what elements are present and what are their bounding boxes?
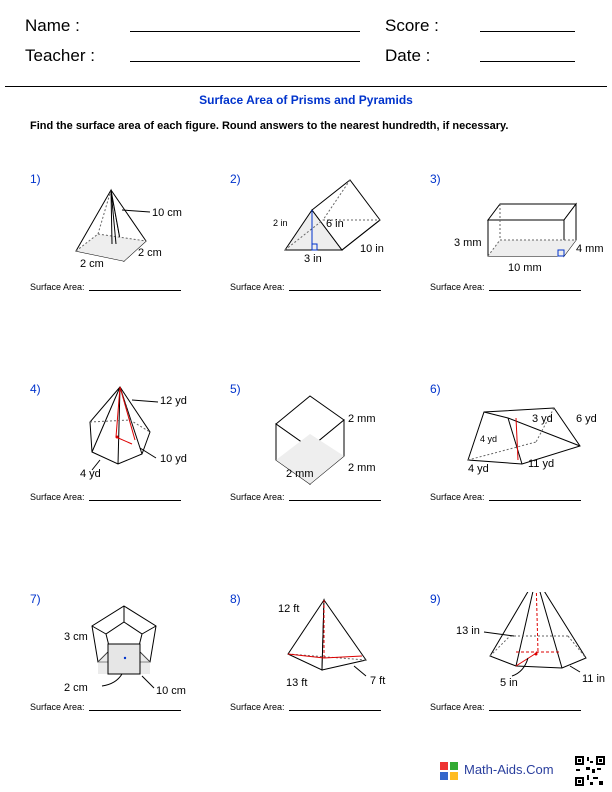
triangular-pyramid-figure: [230, 592, 420, 702]
rectangular-prism-figure: [430, 172, 612, 282]
answer-row: [230, 492, 381, 502]
dimension-label: 2 cm: [138, 247, 162, 259]
dimension-label: 2 mm: [348, 462, 376, 474]
dimension-label: 4 yd: [468, 463, 489, 475]
problem-number: 4): [30, 382, 41, 396]
dimension-label: 13 ft: [286, 677, 308, 689]
dimension-label: 6 yd: [576, 413, 597, 425]
problem-number: 2): [230, 172, 241, 186]
dimension-label: 10 cm: [156, 685, 186, 697]
answer-label: Surface Area:: [430, 702, 485, 712]
pentagonal-pyramid-figure: [30, 382, 220, 492]
answer-label: Surface Area:: [30, 282, 85, 292]
dimension-label: 3 yd: [532, 413, 553, 425]
answer-row: [30, 282, 181, 292]
problem-3: [430, 172, 612, 322]
score-field[interactable]: [480, 31, 575, 32]
problem-number: 1): [30, 172, 41, 186]
teacher-field[interactable]: [130, 61, 360, 62]
answer-row: [230, 702, 381, 712]
answer-label: Surface Area:: [30, 492, 85, 502]
answer-label: Surface Area:: [430, 282, 485, 292]
answer-field[interactable]: [489, 290, 581, 291]
answer-row: [30, 702, 181, 712]
problem-8: [230, 592, 420, 742]
answer-field[interactable]: [289, 500, 381, 501]
answer-label: Surface Area:: [230, 702, 285, 712]
calculator-icon: [440, 762, 458, 780]
answer-row: [230, 282, 381, 292]
problem-9: [430, 592, 612, 742]
problem-number: 8): [230, 592, 241, 606]
dimension-label: 2 in: [273, 218, 288, 228]
dimension-label: 13 in: [456, 625, 480, 637]
dimension-label: 5 in: [500, 677, 518, 689]
dimension-label: 7 ft: [370, 675, 386, 687]
dimension-label: 11 yd: [528, 458, 555, 470]
cube-figure: [230, 382, 420, 492]
trapezoidal-prism-figure: [430, 382, 612, 492]
dimension-label: 3 mm: [454, 237, 482, 249]
answer-label: Surface Area:: [30, 702, 85, 712]
worksheet-title: Surface Area of Prisms and Pyramids: [199, 93, 413, 107]
dimension-label: 4 yd: [80, 468, 101, 480]
header-divider: [5, 86, 607, 87]
problem-number: 5): [230, 382, 241, 396]
date-label: Date :: [385, 46, 431, 65]
answer-label: Surface Area:: [430, 492, 485, 502]
problem-5: [230, 382, 420, 532]
score-label: Score :: [385, 16, 439, 35]
dimension-label: 6 in: [326, 218, 344, 230]
square-pyramid-figure: [30, 172, 220, 282]
answer-field[interactable]: [89, 290, 181, 291]
name-field[interactable]: [130, 31, 360, 32]
answer-field[interactable]: [289, 710, 381, 711]
answer-field[interactable]: [489, 500, 581, 501]
dimension-label: 2 mm: [348, 413, 376, 425]
dimension-label: 2 cm: [80, 258, 104, 270]
answer-row: [430, 282, 581, 292]
pentagonal-prism-figure: [30, 592, 220, 702]
answer-label: Surface Area:: [230, 282, 285, 292]
problem-1: [30, 172, 220, 322]
problem-4: [30, 382, 220, 532]
site-link[interactable]: Math-Aids.Com: [464, 762, 554, 777]
dimension-label: 10 yd: [160, 453, 187, 465]
dimension-label: 3 in: [304, 253, 322, 265]
dimension-label: 11 in: [582, 673, 606, 685]
dimension-label: 4 yd: [480, 434, 498, 444]
answer-row: [430, 702, 581, 712]
problem-7: [30, 592, 220, 742]
dimension-label: 10 in: [360, 243, 384, 255]
dimension-label: 12 yd: [160, 395, 187, 407]
hexagonal-pyramid-figure: [430, 592, 612, 702]
answer-row: [430, 492, 581, 502]
qr-code-icon: [574, 755, 606, 787]
triangular-prism-figure: [230, 172, 420, 282]
problem-2: [230, 172, 420, 322]
problem-number: 9): [430, 592, 441, 606]
dimension-label: 2 cm: [64, 682, 88, 694]
problem-number: 7): [30, 592, 41, 606]
dimension-label: 4 mm: [576, 243, 604, 255]
dimension-label: 2 mm: [286, 468, 314, 480]
problem-number: 6): [430, 382, 441, 396]
answer-field[interactable]: [289, 290, 381, 291]
problem-number: 3): [430, 172, 441, 186]
dimension-label: 12 ft: [278, 603, 300, 615]
answer-field[interactable]: [489, 710, 581, 711]
dimension-label: 3 cm: [64, 631, 88, 643]
instructions: Find the surface area of each figure. Round answers to the nearest hundredth, if necessary.: [30, 120, 509, 132]
answer-field[interactable]: [89, 710, 181, 711]
answer-row: [30, 492, 181, 502]
name-label: Name :: [25, 16, 80, 35]
problem-6: [430, 382, 612, 532]
answer-field[interactable]: [89, 500, 181, 501]
dimension-label: 10 mm: [508, 262, 542, 274]
date-field[interactable]: [480, 61, 575, 62]
teacher-label: Teacher :: [25, 46, 95, 65]
answer-label: Surface Area:: [230, 492, 285, 502]
dimension-label: 10 cm: [152, 207, 182, 219]
